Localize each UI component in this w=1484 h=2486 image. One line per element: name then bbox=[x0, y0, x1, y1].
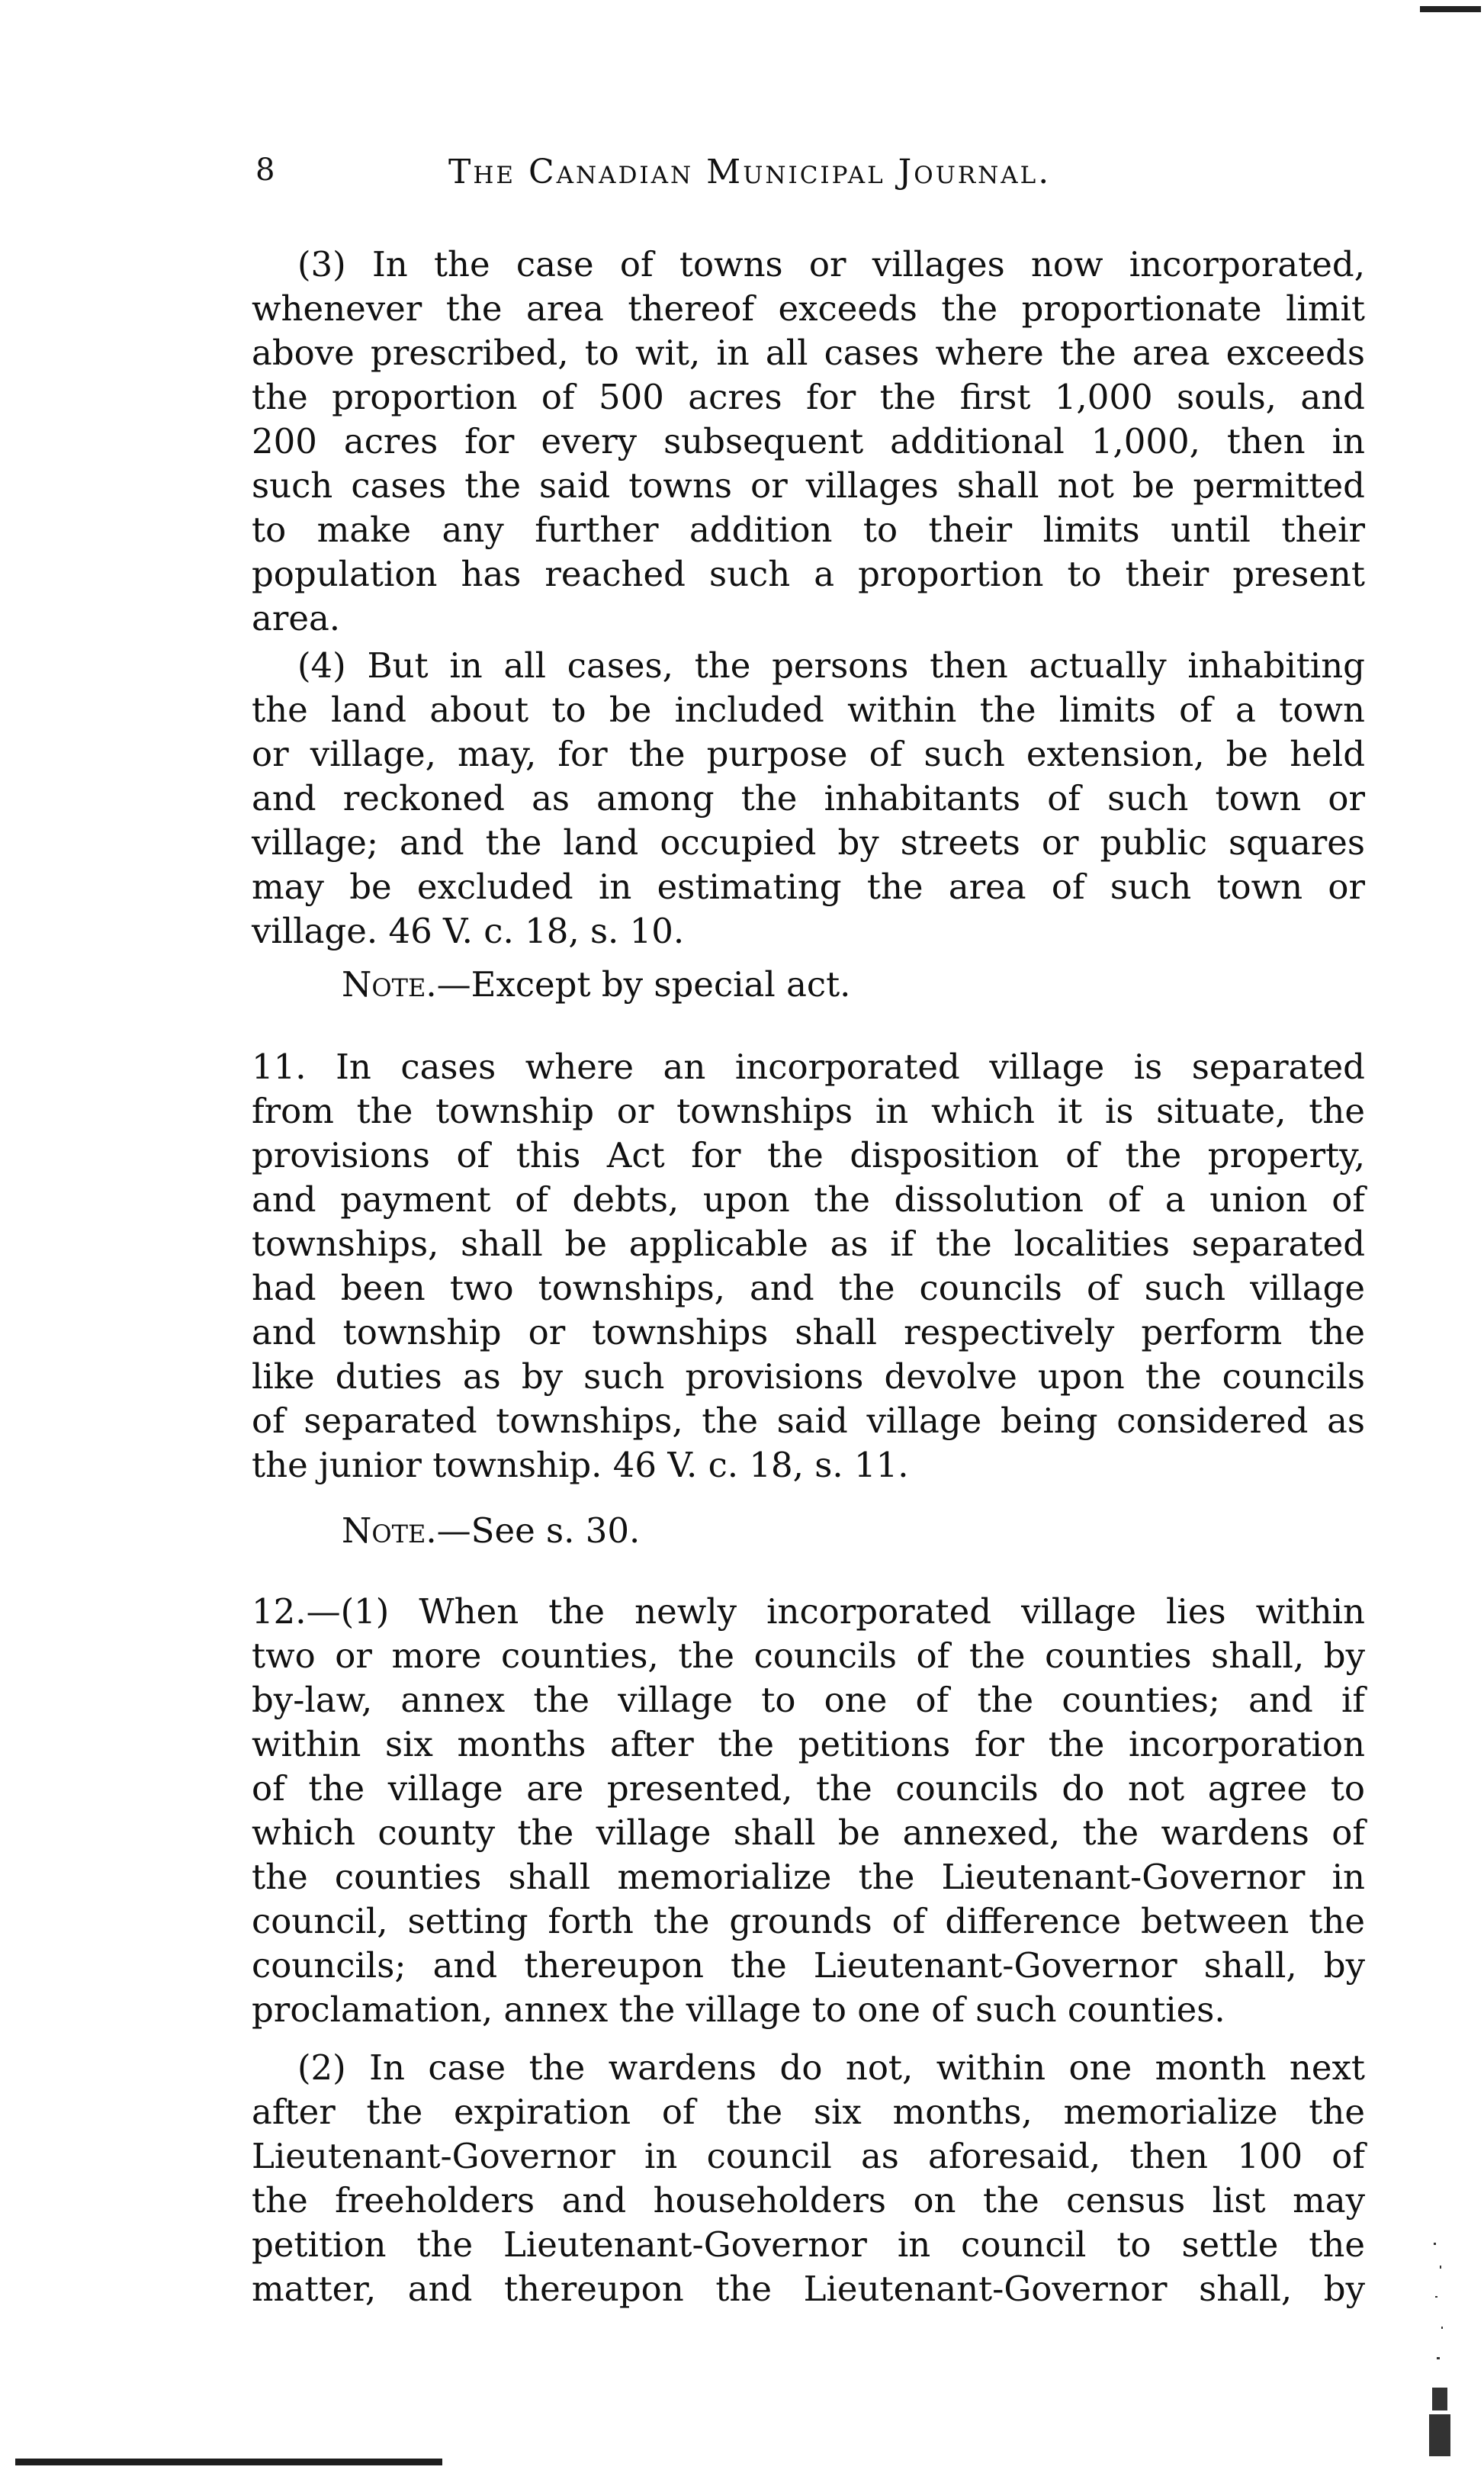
text-line: may be excluded in estimating the area of such town or bbox=[252, 867, 1365, 907]
text-line: 200 acres for every subsequent additional 1,000, then in bbox=[252, 421, 1365, 462]
text-line: the land about to be included within the limits of a town bbox=[252, 690, 1365, 730]
text-line: Lieutenant-Governor in council as aforesaid, then 100 of bbox=[252, 2136, 1365, 2176]
text-line: the junior township. 46 V. c. 18, s. 11. bbox=[252, 1445, 909, 1485]
section-11 bbox=[252, 1045, 1365, 1487]
text-line: within six months after the petitions for the incorporation bbox=[252, 1724, 1365, 1764]
journal-title: The Canadian Municipal Journal. bbox=[448, 153, 1052, 191]
text-line: after the expiration of the six months, memorialize the bbox=[252, 2092, 1365, 2132]
section-12-2 bbox=[252, 2046, 1365, 2311]
section-12-1 bbox=[252, 1590, 1365, 2032]
text-line: provisions of this Act for the disposition of the property, bbox=[252, 1135, 1365, 1175]
running-header bbox=[255, 153, 1239, 206]
text-line: matter, and thereupon the Lieutenant-Governor shall, by bbox=[252, 2269, 1365, 2309]
note-text: —See s. 30. bbox=[436, 1510, 641, 1551]
text-line: the counties shall memorialize the Lieutenant-Governor in bbox=[252, 1857, 1365, 1897]
text-line: (3) In the case of towns or villages now incorporated, bbox=[297, 244, 1365, 285]
text-line: above prescribed, to wit, in all cases where the area exceeds bbox=[252, 333, 1365, 373]
text-line: proclamation, annex the village to one of such counties. bbox=[252, 1989, 1225, 2030]
text-line: or village, may, for the purpose of such extension, be held bbox=[252, 734, 1365, 774]
text-line: by-law, annex the village to one of the counties; and if bbox=[252, 1680, 1365, 1720]
note-label: Note. bbox=[342, 1510, 437, 1551]
text-line: (4) But in all cases, the persons then actually inhabiting bbox=[297, 645, 1365, 686]
scan-mark-bottom bbox=[15, 2459, 442, 2465]
scan-edge-noise bbox=[1426, 2235, 1453, 2464]
text-line: such cases the said towns or villages shall not be permitted bbox=[252, 465, 1365, 506]
text-line: the freeholders and householders on the census list may bbox=[252, 2180, 1365, 2221]
text-line: of separated townships, the said village being considered as bbox=[252, 1401, 1365, 1441]
text-line: and reckoned as among the inhabitants of such town or bbox=[252, 778, 1365, 818]
text-line: (2) In case the wardens do not, within one month next bbox=[297, 2047, 1365, 2088]
note-except-special-act bbox=[342, 963, 850, 1007]
text-line: 11. In cases where an incorporated village is separated bbox=[252, 1047, 1365, 1087]
scan-mark-top bbox=[1420, 6, 1481, 12]
text-line: population has reached such a proportion to their present bbox=[252, 554, 1365, 594]
text-line: whenever the area thereof exceeds the proportionate limit bbox=[252, 288, 1365, 329]
text-line: from the township or townships in which it is situate, the bbox=[252, 1091, 1365, 1131]
text-line: village; and the land occupied by streets or public squares bbox=[252, 822, 1365, 863]
paragraph-4 bbox=[252, 644, 1365, 954]
page-number: 8 bbox=[255, 153, 277, 188]
text-line: townships, shall be applicable as if the localities separated bbox=[252, 1224, 1365, 1264]
text-line: the proportion of 500 acres for the first 1,000 souls, and bbox=[252, 377, 1365, 417]
text-line: village. 46 V. c. 18, s. 10. bbox=[252, 911, 685, 951]
note-see-section bbox=[342, 1509, 640, 1553]
text-line: and township or townships shall respectively perform the bbox=[252, 1312, 1365, 1352]
paragraph-3 bbox=[252, 243, 1365, 641]
note-label: Note. bbox=[342, 964, 437, 1005]
text-line: area. bbox=[252, 598, 341, 638]
text-line: council, setting forth the grounds of difference between the bbox=[252, 1901, 1365, 1941]
text-line: had been two townships, and the councils of such village bbox=[252, 1268, 1365, 1308]
text-line: and payment of debts, upon the dissolution of a union of bbox=[252, 1179, 1365, 1220]
text-line: of the village are presented, the councils do not agree to bbox=[252, 1768, 1365, 1809]
text-line: 12.—(1) When the newly incorporated village lies within bbox=[252, 1591, 1365, 1632]
text-line: petition the Lieutenant-Governor in council to settle the bbox=[252, 2224, 1365, 2265]
text-line: councils; and thereupon the Lieutenant-Governor shall, by bbox=[252, 1945, 1365, 1986]
note-text: —Except by special act. bbox=[436, 964, 851, 1005]
text-line: like duties as by such provisions devolve upon the councils bbox=[252, 1356, 1365, 1397]
text-line: which county the village shall be annexed, the wardens of bbox=[252, 1812, 1365, 1853]
text-line: to make any further addition to their limits until their bbox=[252, 510, 1365, 550]
text-line: two or more counties, the councils of the counties shall, by bbox=[252, 1635, 1365, 1676]
